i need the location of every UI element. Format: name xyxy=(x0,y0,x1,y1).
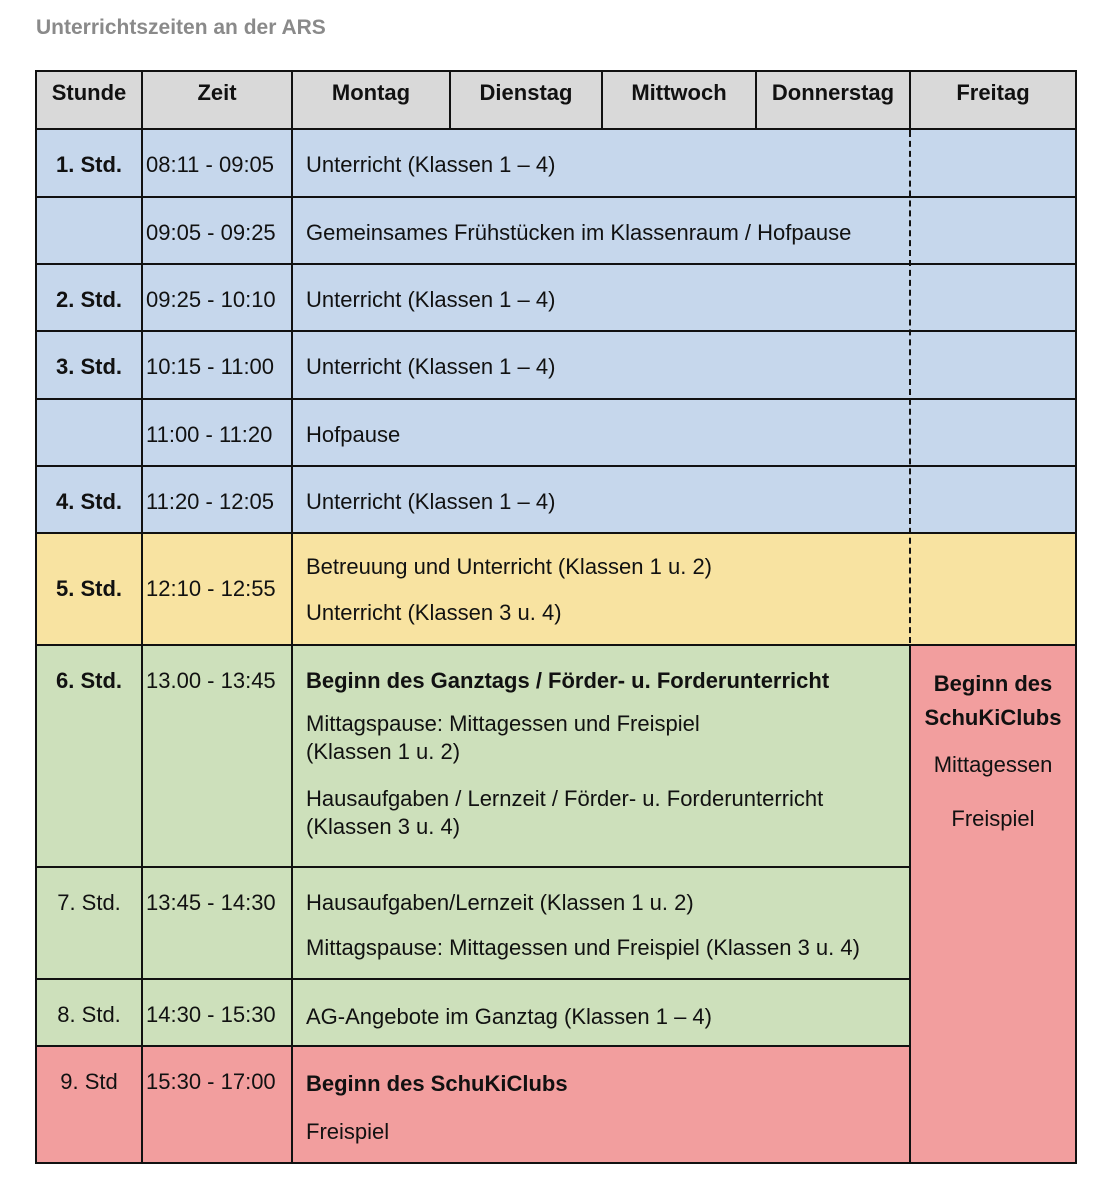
friday-heading-1: Beginn des xyxy=(933,671,1053,696)
grid-v-montag xyxy=(449,70,451,129)
row-2-stunde xyxy=(36,197,142,264)
row-7-line-1: Betreuung und Unterricht (Klassen 1 u. 2) xyxy=(306,554,713,579)
row-8-stunde: 6. Std. xyxy=(36,645,142,867)
table-border-bottom xyxy=(35,1162,1077,1164)
grid-h-3 xyxy=(35,330,1077,332)
table-border-top xyxy=(35,70,1077,72)
grid-h-header xyxy=(35,128,1077,130)
row-7-zeit: 12:10 - 12:55 xyxy=(142,533,292,645)
header-dienstag: Dienstag xyxy=(450,71,602,129)
table-border-left xyxy=(35,70,37,1164)
header-zeit: Zeit xyxy=(142,71,292,129)
header-montag: Montag xyxy=(292,71,450,129)
row-5-zeit: 11:00 - 11:20 xyxy=(142,399,292,466)
row-10-stunde: 8. Std. xyxy=(36,979,142,1046)
row-2-zeit: 09:05 - 09:25 xyxy=(142,197,292,264)
row-9-zeit: 13:45 - 14:30 xyxy=(142,867,292,979)
row-4-content: Unterricht (Klassen 1 – 4) xyxy=(292,331,1076,399)
row-5-content: Hofpause xyxy=(292,399,1076,466)
row-11-line-1: Freispiel xyxy=(306,1118,390,1144)
row-10-content: AG-Angebote im Ganztag (Klassen 1 – 4) xyxy=(292,979,910,1046)
header-stunde: Stunde xyxy=(36,71,142,129)
row-9-stunde: 7. Std. xyxy=(36,867,142,979)
row-9-content xyxy=(292,867,910,979)
grid-h-9 xyxy=(35,978,911,980)
row-6-zeit: 11:20 - 12:05 xyxy=(142,466,292,533)
row-1-stunde: 1. Std. xyxy=(36,129,142,197)
table-border-right xyxy=(1075,70,1077,1164)
header-freitag: Freitag xyxy=(910,71,1076,129)
grid-h-6 xyxy=(35,532,1077,534)
grid-h-1 xyxy=(35,196,1077,198)
row-8-content xyxy=(292,645,910,867)
row-2-content: Gemeinsames Frühstücken im Klassenraum / Hofpause xyxy=(292,197,1076,264)
grid-v-donnerstag xyxy=(909,70,911,131)
header-mittwoch: Mittwoch xyxy=(602,71,756,129)
row-8-line-1: Mittagspause: Mittagessen und Freispiel xyxy=(306,710,700,736)
grid-h-7 xyxy=(35,644,1077,646)
grid-h-2 xyxy=(35,263,1077,265)
row-5-stunde xyxy=(36,399,142,466)
row-7-stunde: 5. Std. xyxy=(36,533,142,645)
row-9-line-2: Mittagspause: Mittagessen und Freispiel (Klassen 3 u. 4) xyxy=(306,934,860,960)
grid-v-zeit xyxy=(291,70,293,1164)
grid-h-10 xyxy=(35,1045,911,1047)
row-3-zeit: 09:25 - 10:10 xyxy=(142,264,292,331)
row-8-line-2: (Klassen 1 u. 2) xyxy=(306,739,461,765)
row-8-heading: Beginn des Ganztags / Förder- u. Forderunterricht xyxy=(306,668,830,693)
row-11-content xyxy=(292,1046,910,1163)
row-10-zeit: 14:30 - 15:30 xyxy=(142,979,292,1046)
friday-heading-2: SchuKiClubs xyxy=(924,705,1062,731)
row-8-line-4: (Klassen 3 u. 4) xyxy=(306,814,461,840)
grid-v-freitag-lower xyxy=(909,644,911,1164)
row-8-zeit: 13.00 - 13:45 xyxy=(142,645,292,867)
page-title: Unterrichtszeiten an der ARS xyxy=(36,16,326,39)
grid-v-mittwoch xyxy=(755,70,757,129)
row-11-heading: Beginn des SchuKiClubs xyxy=(306,1071,568,1096)
row-6-stunde: 4. Std. xyxy=(36,466,142,533)
header-donnerstag: Donnerstag xyxy=(756,71,910,129)
grid-h-4 xyxy=(35,398,1077,400)
friday-schukiclub-cell xyxy=(910,645,1076,1163)
row-1-zeit: 08:11 - 09:05 xyxy=(142,129,292,197)
grid-v-dienstag xyxy=(601,70,603,129)
friday-line-1: Mittagessen xyxy=(933,752,1053,778)
row-11-zeit: 15:30 - 17:00 xyxy=(142,1046,292,1163)
grid-v-stunde xyxy=(141,70,143,1164)
row-6-content: Unterricht (Klassen 1 – 4) xyxy=(292,466,1076,533)
friday-line-2: Freispiel xyxy=(951,805,1035,831)
row-11-stunde: 9. Std xyxy=(36,1046,142,1163)
grid-h-5 xyxy=(35,465,1077,467)
row-1-content: Unterricht (Klassen 1 – 4) xyxy=(292,129,1076,197)
row-4-stunde: 3. Std. xyxy=(36,331,142,399)
friday-yellow-block xyxy=(910,533,1076,645)
row-8-line-3: Hausaufgaben / Lernzeit / Förder- u. Forderunterricht xyxy=(306,785,824,811)
row-4-zeit: 10:15 - 11:00 xyxy=(142,331,292,399)
row-3-content: Unterricht (Klassen 1 – 4) xyxy=(292,264,1076,331)
friday-dashed-divider xyxy=(909,131,911,643)
row-9-line-1: Hausaufgaben/Lernzeit (Klassen 1 u. 2) xyxy=(306,890,694,915)
row-7-line-2: Unterricht (Klassen 3 u. 4) xyxy=(306,599,562,625)
row-3-stunde: 2. Std. xyxy=(36,264,142,331)
grid-h-8 xyxy=(35,866,911,868)
